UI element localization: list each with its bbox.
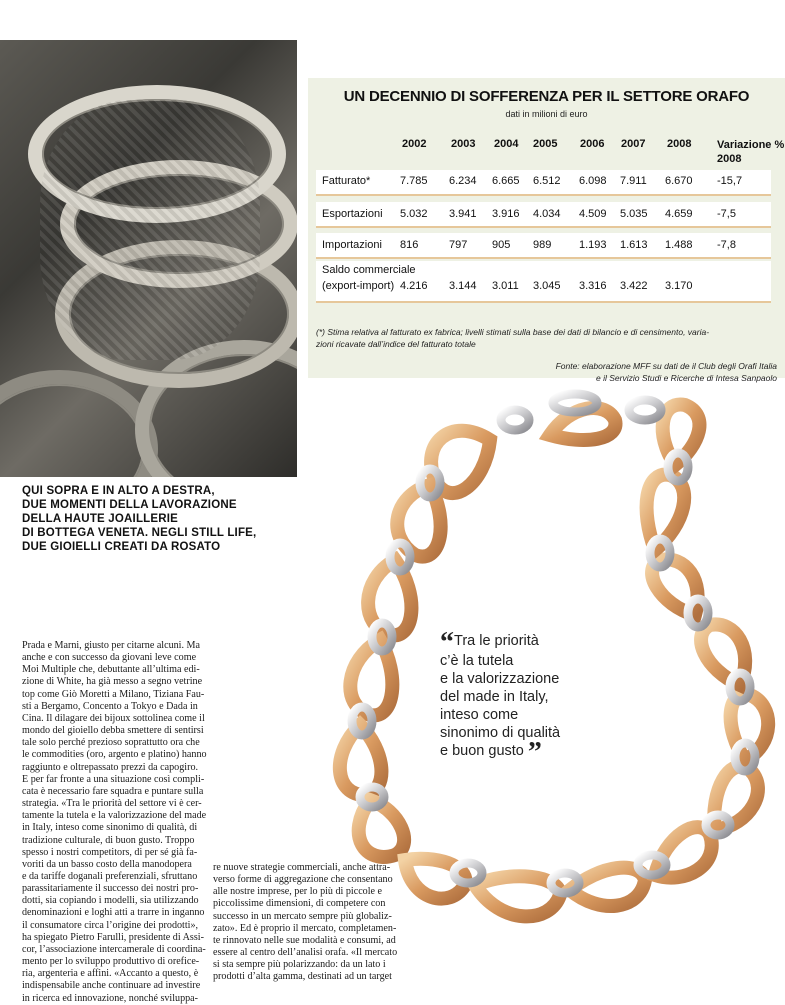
row-label: Fatturato* (322, 175, 371, 187)
article-column-2 (213, 862, 398, 984)
table-cell: 1.613 (620, 239, 648, 251)
table-cell: 1.193 (579, 239, 607, 251)
year-header: 2006 (580, 138, 605, 150)
table-cell: 6.665 (492, 175, 520, 187)
variation-header (717, 138, 784, 166)
row-label: Esportazioni (322, 208, 383, 220)
year-header: 2004 (494, 138, 519, 150)
pull-quote (440, 627, 590, 768)
article-line: essere al centro dell’analisi orafa. «Il mercato (213, 947, 398, 959)
article-line: parassitariamente il successo dei nostri pro- (22, 883, 199, 895)
quote-line: del made in Italy, (440, 689, 549, 705)
row-label: (export-import) (322, 280, 395, 292)
article-line: il consumatore circa l’origine dei prodotti», (22, 919, 199, 931)
article-line: Moi Multiple che, debuttante all’ultima edi- (22, 664, 200, 676)
table-cell: 6.234 (449, 175, 477, 187)
table-subtitle: dati in milioni di euro (505, 109, 588, 119)
article-line: voriti da un basso costo della manodopera (22, 858, 192, 870)
article-line: verso forme di aggregazione che consentano (213, 874, 393, 886)
article-line: cor, l’associazione intercamerale di coordina- (22, 943, 206, 955)
article-line: in Italy, inteso come sinonimo di qualità, di (22, 822, 198, 834)
caption-line: DI BOTTEGA VENETA. NEGLI STILL LIFE, (22, 527, 257, 539)
close-quote-mark: ” (527, 737, 542, 768)
article-line: mondo del gioiello debba smettere di sentirsi (22, 725, 204, 737)
caption-line: QUI SOPRA E IN ALTO A DESTRA, (22, 485, 215, 497)
table-cell: 4.659 (665, 208, 693, 220)
year-header: 2005 (533, 138, 558, 150)
variation-cell: -7,5 (717, 208, 736, 220)
table-cell: 3.144 (449, 280, 477, 292)
footnote-line: zioni ricavate dall’indice del fatturato totale (316, 339, 476, 349)
variation-cell: -7,8 (717, 239, 736, 251)
quote-line: sinonimo di qualità (440, 725, 561, 741)
table-cell: 3.170 (665, 280, 693, 292)
caption-line: DELLA HAUTE JOAILLERIE (22, 513, 179, 525)
table-cell: 3.011 (492, 280, 519, 292)
article-line: le commodities (oro, argento e platino) hanno (22, 749, 207, 761)
quote-line: inteso come (440, 707, 519, 723)
article-line: raggiunto e oltrepassato prezzi da capogiro. (22, 761, 199, 773)
table-cell: 5.035 (620, 208, 648, 220)
table-title: UN DECENNIO DI SOFFERENZA PER IL SETTORE ORAFO (343, 88, 750, 105)
article-line: zione di White, ha già messo a segno vetrine (22, 676, 203, 688)
table-row (316, 233, 771, 259)
year-header: 2007 (621, 138, 646, 150)
article-line: te rinnovato nelle sue modalità e consumi, ad (213, 934, 396, 946)
article-line: ria, argenteria e affini. «Accanto a questo, è (22, 968, 199, 980)
year-header: 2008 (667, 138, 692, 150)
quote-line: c’è la tutela (440, 653, 514, 669)
article-line: ha spiegato Pietro Farulli, presidente di Assi- (22, 931, 204, 943)
row-label: Saldo commerciale (322, 264, 416, 276)
quote-line: Tra le priorità (454, 633, 539, 649)
variation-cell: -15,7 (717, 175, 743, 187)
article-line: e da tariffe doganali preferenziali, sfruttano (22, 870, 198, 882)
year-header: 2002 (402, 138, 427, 150)
table-source (556, 360, 777, 384)
article-line: piccolissime dimensioni, di competere con (213, 898, 386, 910)
article-line: E per far fronte a una situazione così compli- (22, 773, 205, 785)
photo-caption (22, 484, 292, 554)
article-line: spesso i nostri competitors, di per sé già fa- (22, 846, 198, 858)
article-line: Prada e Marni, giusto per citarne alcuni. Ma (22, 640, 200, 651)
article-line: in ricerca ed innovazione, nonché sviluppa- (22, 992, 199, 1004)
article-line: strategia. «Tra le priorità del settore vi è cer- (22, 798, 202, 810)
table-cell: 4.509 (579, 208, 607, 220)
article-line: sti a Bergamo, Concento a Tokyo e Dada in (22, 700, 198, 712)
table-cell: 5.032 (400, 208, 428, 220)
table-cell: 7.911 (620, 175, 647, 187)
table-cell: 989 (533, 239, 552, 251)
table-cell: 3.916 (492, 208, 520, 220)
quote-line: e buon gusto (440, 743, 524, 759)
article-line: zato». Ed è proprio il mercato, completamen- (213, 922, 397, 934)
table-cell: 3.941 (449, 208, 477, 220)
table-cell: 6.512 (533, 175, 561, 187)
table-cell: 905 (492, 239, 511, 251)
article-line: tradizione culturale, di buon gusto. Troppo (22, 834, 195, 846)
gold-sector-table (308, 78, 785, 383)
article-line: alle nostre imprese, per lo più di piccole e (213, 886, 383, 898)
article-line: Cina. Il dilagare dei bijoux sottolinea come il (22, 712, 205, 724)
source-line: Fonte: elaborazione MFF su dati de il Club degli Orafi Italia (555, 361, 777, 371)
bangles-photo (0, 40, 297, 477)
article-line: dotti, sia copiando i modelli, sia utilizzando (22, 895, 199, 907)
table-cell: 797 (449, 239, 468, 251)
variation-header-line: 2008 (717, 153, 742, 165)
footnote-line: (*) Stima relativa al fatturato ex fabrica; livelli stimati sulla base dei dati di bilancio e di censimento, varia- (316, 327, 710, 337)
article-column-1 (22, 640, 205, 1005)
article-line: prodotti d’alta gamma, destinati ad un target (213, 971, 392, 983)
year-header: 2003 (451, 138, 476, 150)
table-cell: 3.045 (533, 280, 561, 292)
article-line: tamente la tutela e la valorizzazione del made (22, 810, 207, 822)
article-line: mento per lo sviluppo produttivo di orefice- (22, 956, 200, 968)
article-line: indispensabile anche continuare ad investire (22, 980, 201, 992)
table-cell: 6.098 (579, 175, 607, 187)
table-cell: 1.488 (665, 239, 693, 251)
article-line: denominazioni e loghi atti a trarre in inganno (22, 907, 205, 919)
article-line: cata è necessario fare squadra e puntare sulla (22, 785, 204, 797)
table-row (316, 261, 771, 303)
table-footnote (316, 326, 776, 350)
article-line: successo in un mercato sempre più globaliz- (213, 910, 392, 922)
table-row (316, 202, 771, 228)
table-row (316, 170, 771, 196)
caption-line: DUE GIOIELLI CREATI DA ROSATO (22, 541, 221, 553)
variation-header-line: Variazione % (717, 139, 785, 151)
article-line: anche e con successo da giovani leve come (22, 652, 197, 664)
article-line: re nuove strategie commerciali, anche attra- (213, 862, 391, 873)
table-cell: 816 (400, 239, 419, 251)
table-cell: 6.670 (665, 175, 693, 187)
article-line: top come Giò Moretti a Milano, Tiziana Fau- (22, 688, 205, 700)
open-quote-mark: “ (440, 627, 454, 658)
table-cell: 3.422 (620, 280, 648, 292)
article-line: si sta sempre più polarizzando: da un lato i (213, 959, 386, 971)
row-label: Importazioni (322, 239, 382, 251)
article-line: tale solo perché prezioso soprattutto ora che (22, 737, 200, 749)
table-cell: 3.316 (579, 280, 607, 292)
table-cell: 7.785 (400, 175, 428, 187)
caption-line: DUE MOMENTI DELLA LAVORAZIONE (22, 499, 237, 511)
source-line: e il Servizio Studi e Ricerche di Intesa Sanpaolo (596, 373, 777, 383)
quote-line: e la valorizzazione (440, 671, 560, 687)
table-cell: 4.034 (533, 208, 561, 220)
table-cell: 4.216 (400, 280, 428, 292)
